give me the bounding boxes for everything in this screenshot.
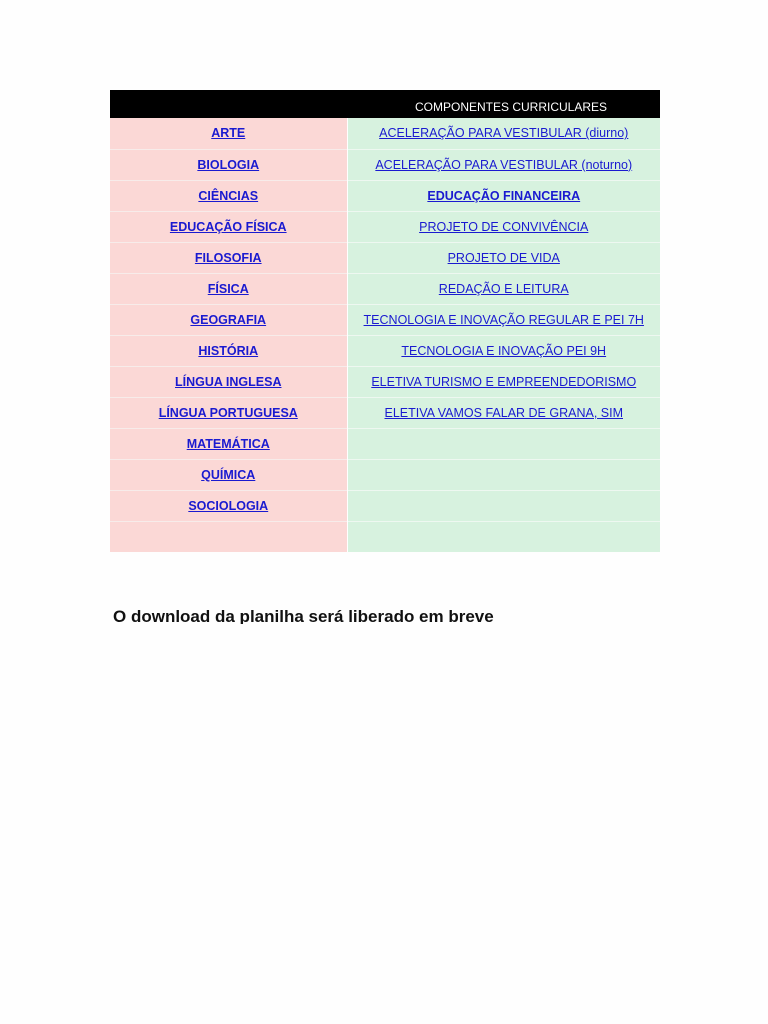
table-row <box>110 335 660 366</box>
right-cell <box>347 242 660 273</box>
table-row <box>110 242 660 273</box>
right-cell <box>347 180 660 211</box>
table-row <box>110 118 660 149</box>
right-cell <box>347 335 660 366</box>
component-link-redacao-leitura[interactable]: REDAÇÃO E LEITURA <box>438 281 569 296</box>
components-grid <box>110 118 660 552</box>
subject-link-filosofia[interactable]: FILOSOFIA <box>194 250 262 265</box>
component-link-eletiva-turismo[interactable]: ELETIVA TURISMO E EMPREENDEDORISMO <box>371 374 637 389</box>
subject-link-historia[interactable]: HISTÓRIA <box>198 343 259 358</box>
left-cell <box>110 335 347 366</box>
subject-link-educacao-fisica[interactable]: EDUCAÇÃO FÍSICA <box>169 219 287 234</box>
left-cell <box>110 242 347 273</box>
component-link-projeto-vida[interactable]: PROJETO DE VIDA <box>447 250 560 265</box>
left-cell <box>110 273 347 304</box>
component-link-educacao-financeira[interactable]: EDUCAÇÃO FINANCEIRA <box>427 188 581 203</box>
table-row <box>110 490 660 521</box>
component-link-projeto-convivencia[interactable]: PROJETO DE CONVIVÊNCIA <box>419 219 589 234</box>
subject-link-matematica[interactable]: MATEMÁTICA <box>186 436 270 451</box>
left-cell <box>110 118 347 149</box>
table-row <box>110 149 660 180</box>
subject-link-geografia[interactable]: GEOGRAFIA <box>190 312 267 327</box>
component-link-tecnologia-regular[interactable]: TECNOLOGIA E INOVAÇÃO REGULAR E PEI 7H <box>363 312 644 327</box>
left-cell <box>110 428 347 459</box>
component-link-aceleracao-noturno[interactable]: ACELERAÇÃO PARA VESTIBULAR (noturno) <box>375 157 633 172</box>
right-cell <box>347 397 660 428</box>
subject-link-lingua-portuguesa[interactable]: LÍNGUA PORTUGUESA <box>158 405 298 420</box>
download-notice-text: O download da planilha será liberado em breve <box>113 608 494 624</box>
table-row <box>110 428 660 459</box>
table-row <box>110 180 660 211</box>
right-cell <box>347 459 660 490</box>
subject-link-sociologia[interactable]: SOCIOLOGIA <box>188 498 269 513</box>
right-cell <box>347 521 660 552</box>
left-cell <box>110 459 347 490</box>
subject-link-fisica[interactable]: FÍSICA <box>207 281 249 296</box>
left-cell <box>110 366 347 397</box>
left-cell <box>110 521 347 552</box>
subject-link-biologia[interactable]: BIOLOGIA <box>197 157 260 172</box>
component-link-aceleracao-diurno[interactable]: ACELERAÇÃO PARA VESTIBULAR (diurno) <box>379 126 629 141</box>
right-cell <box>347 490 660 521</box>
download-notice <box>113 608 593 624</box>
table-row <box>110 366 660 397</box>
table-row <box>110 304 660 335</box>
left-cell <box>110 149 347 180</box>
component-link-eletiva-grana[interactable]: ELETIVA VAMOS FALAR DE GRANA, SIM <box>384 405 623 420</box>
table-row <box>110 273 660 304</box>
table-row <box>110 397 660 428</box>
left-cell <box>110 397 347 428</box>
left-cell <box>110 304 347 335</box>
table-row <box>110 459 660 490</box>
subject-link-quimica[interactable]: QUÍMICA <box>201 467 256 482</box>
table-row <box>110 211 660 242</box>
subject-link-lingua-inglesa[interactable]: LÍNGUA INGLESA <box>175 374 282 389</box>
table-row <box>110 521 660 552</box>
left-cell <box>110 211 347 242</box>
right-cell <box>347 211 660 242</box>
right-cell <box>347 304 660 335</box>
subject-link-ciencias[interactable]: CIÊNCIAS <box>198 188 259 203</box>
component-link-tecnologia-pei[interactable]: TECNOLOGIA E INOVAÇÃO PEI 9H <box>401 343 607 358</box>
right-cell <box>347 366 660 397</box>
subject-link-arte[interactable]: ARTE <box>211 126 246 141</box>
right-cell <box>347 428 660 459</box>
right-cell <box>347 149 660 180</box>
table-header <box>110 90 660 118</box>
left-cell <box>110 180 347 211</box>
table-header-title: COMPONENTES CURRICULARES <box>415 100 608 114</box>
curricular-components-table <box>110 90 660 552</box>
left-cell <box>110 490 347 521</box>
right-cell <box>347 118 660 149</box>
right-cell <box>347 273 660 304</box>
